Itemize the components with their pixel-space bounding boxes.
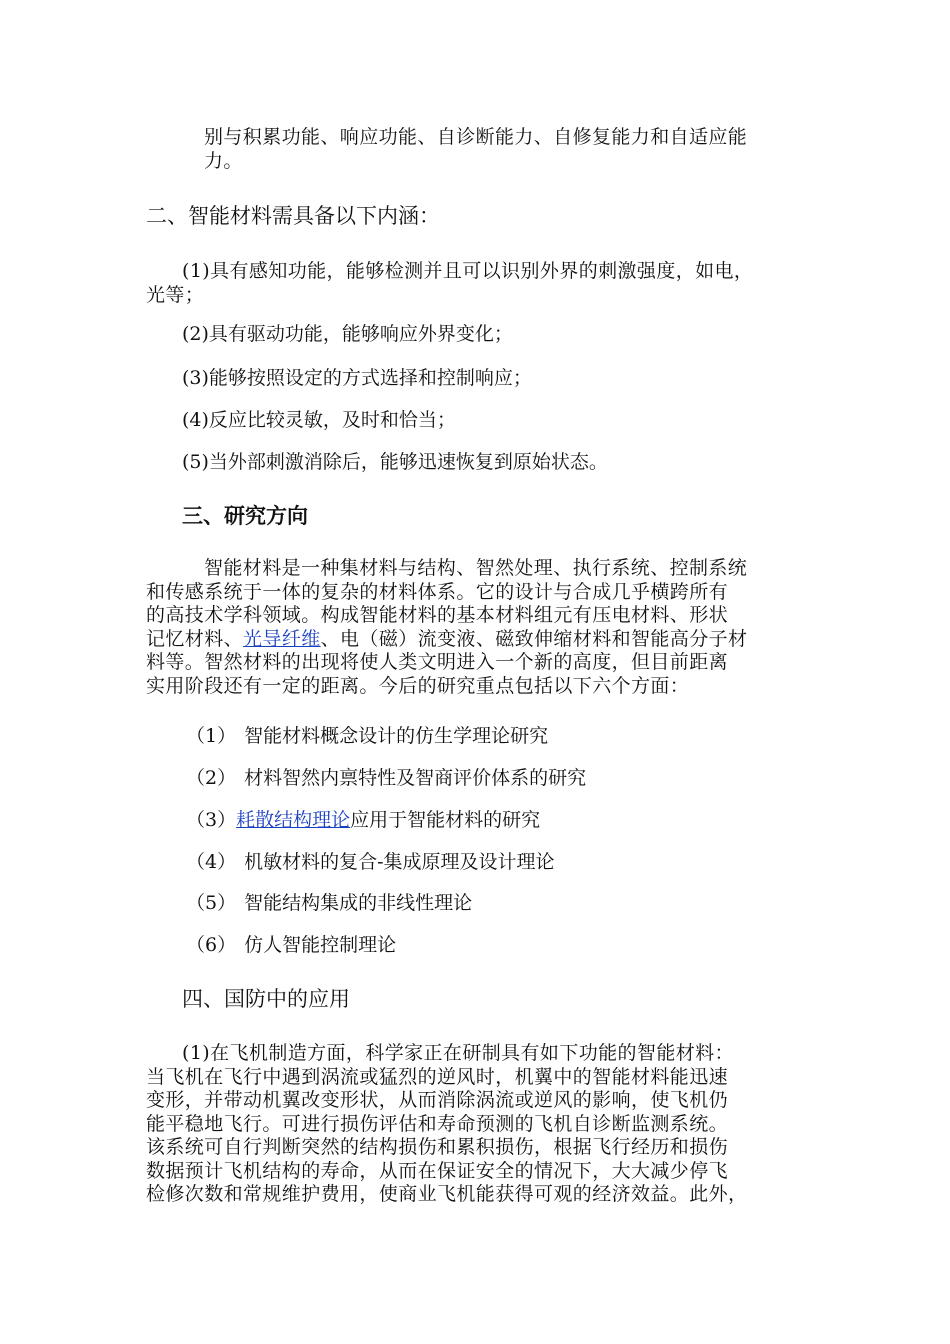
paragraph-line: 的高技术学科领域。构成智能材料的基本材料组元有压电材料、形状 — [146, 604, 729, 626]
research-item-2 — [186, 766, 586, 790]
paragraph-line: 当飞机在飞行中遇到涡流或猛烈的逆风时，机翼中的智能材料能迅速 — [146, 1065, 729, 1088]
research-item-4 — [186, 850, 555, 874]
research-item-5 — [186, 891, 472, 915]
paragraph-line: 智能材料是一种集材料与结构、智然处理、执行系统、控制系统 — [204, 557, 748, 579]
intro-tail-line: 别与积累功能、响应功能、自诊断能力、自修复能力和自适应能 — [204, 126, 748, 148]
item-text: 应用于智能材料的研究 — [350, 809, 541, 831]
item-number: （2） — [186, 767, 237, 789]
item-1-line: 光等； — [146, 283, 205, 306]
item-text: 智能材料概念设计的仿生学理论研究 — [244, 725, 549, 747]
research-item-6 — [186, 933, 396, 957]
section-4-heading: 四、国防中的应用 — [182, 987, 350, 1011]
section-2-heading: 二、智能材料需具备以下内涵： — [146, 204, 440, 228]
section-2-item-4: (4)反应比较灵敏，及时和恰当； — [182, 409, 456, 431]
paragraph-line: 实用阶段还有一定的距离。今后的研究重点包括以下六个方面： — [146, 674, 690, 697]
paragraph-line: (1)在飞机制造方面，科学家正在研制具有如下功能的智能材料： — [182, 1042, 734, 1064]
item-text: 仿人智能控制理论 — [244, 934, 397, 956]
paragraph-line: 变形，并带动机翼改变形状，从而消除涡流或逆风的影响，使飞机仍 — [146, 1089, 729, 1111]
intro-tail-paragraph — [204, 126, 747, 173]
item-number: （6） — [186, 934, 237, 956]
section-2-item-1 — [146, 260, 753, 307]
section-3-paragraph — [146, 557, 747, 698]
optical-fiber-link[interactable]: 光导纤维 — [243, 627, 321, 650]
paragraph-text: 、电（磁）流变液、磁致伸缩材料和智能高分子材 — [320, 627, 748, 650]
item-number: （4） — [186, 851, 237, 873]
item-number: （5） — [186, 892, 237, 914]
section-2-item-5: (5)当外部刺激消除后，能够迅速恢复到原始状态。 — [182, 451, 608, 473]
dissipative-structure-link[interactable]: 耗散结构理论 — [236, 809, 351, 831]
item-text: 机敏材料的复合-集成原理及设计理论 — [244, 851, 555, 873]
item-1-line: (1)具有感知功能，能够检测并且可以识别外界的刺激强度，如电， — [182, 260, 754, 282]
section-2-item-2: (2)具有驱动功能，能够响应外界变化； — [182, 323, 513, 345]
paragraph-line: 料等。智然材料的出现将使人类文明进入一个新的高度，但目前距离 — [146, 651, 729, 673]
paragraph-line: 能平稳地飞行。可进行损伤评估和寿命预测的飞机自诊断监测系统。 — [146, 1112, 729, 1135]
item-number: （1） — [186, 725, 237, 747]
intro-tail-line: 力。 — [204, 149, 243, 172]
section-2-item-3: (3)能够按照设定的方式选择和控制响应； — [182, 367, 532, 389]
section-4-paragraph — [146, 1042, 747, 1207]
item-text: 材料智然内禀特性及智商评价体系的研究 — [244, 767, 587, 789]
research-item-3 — [186, 808, 540, 832]
section-3-heading: 三、研究方向 — [182, 503, 308, 528]
paragraph-line — [146, 628, 747, 652]
item-text: 智能结构集成的非线性理论 — [244, 892, 473, 914]
paragraph-line: 数据预计飞机结构的寿命，从而在保证安全的情况下，大大减少停飞 — [146, 1159, 729, 1182]
item-number: （3） — [186, 809, 237, 831]
research-item-1 — [186, 724, 548, 748]
paragraph-line: 检修次数和常规维护费用，使商业飞机能获得可观的经济效益。此外， — [146, 1183, 748, 1205]
paragraph-text: 记忆材料、 — [146, 627, 244, 650]
paragraph-line: 该系统可自行判断突然的结构损伤和累积损伤，根据飞行经历和损伤 — [146, 1136, 729, 1158]
paragraph-line: 和传感系统于一体的复杂的材料体系。它的设计与合成几乎横跨所有 — [146, 580, 729, 603]
